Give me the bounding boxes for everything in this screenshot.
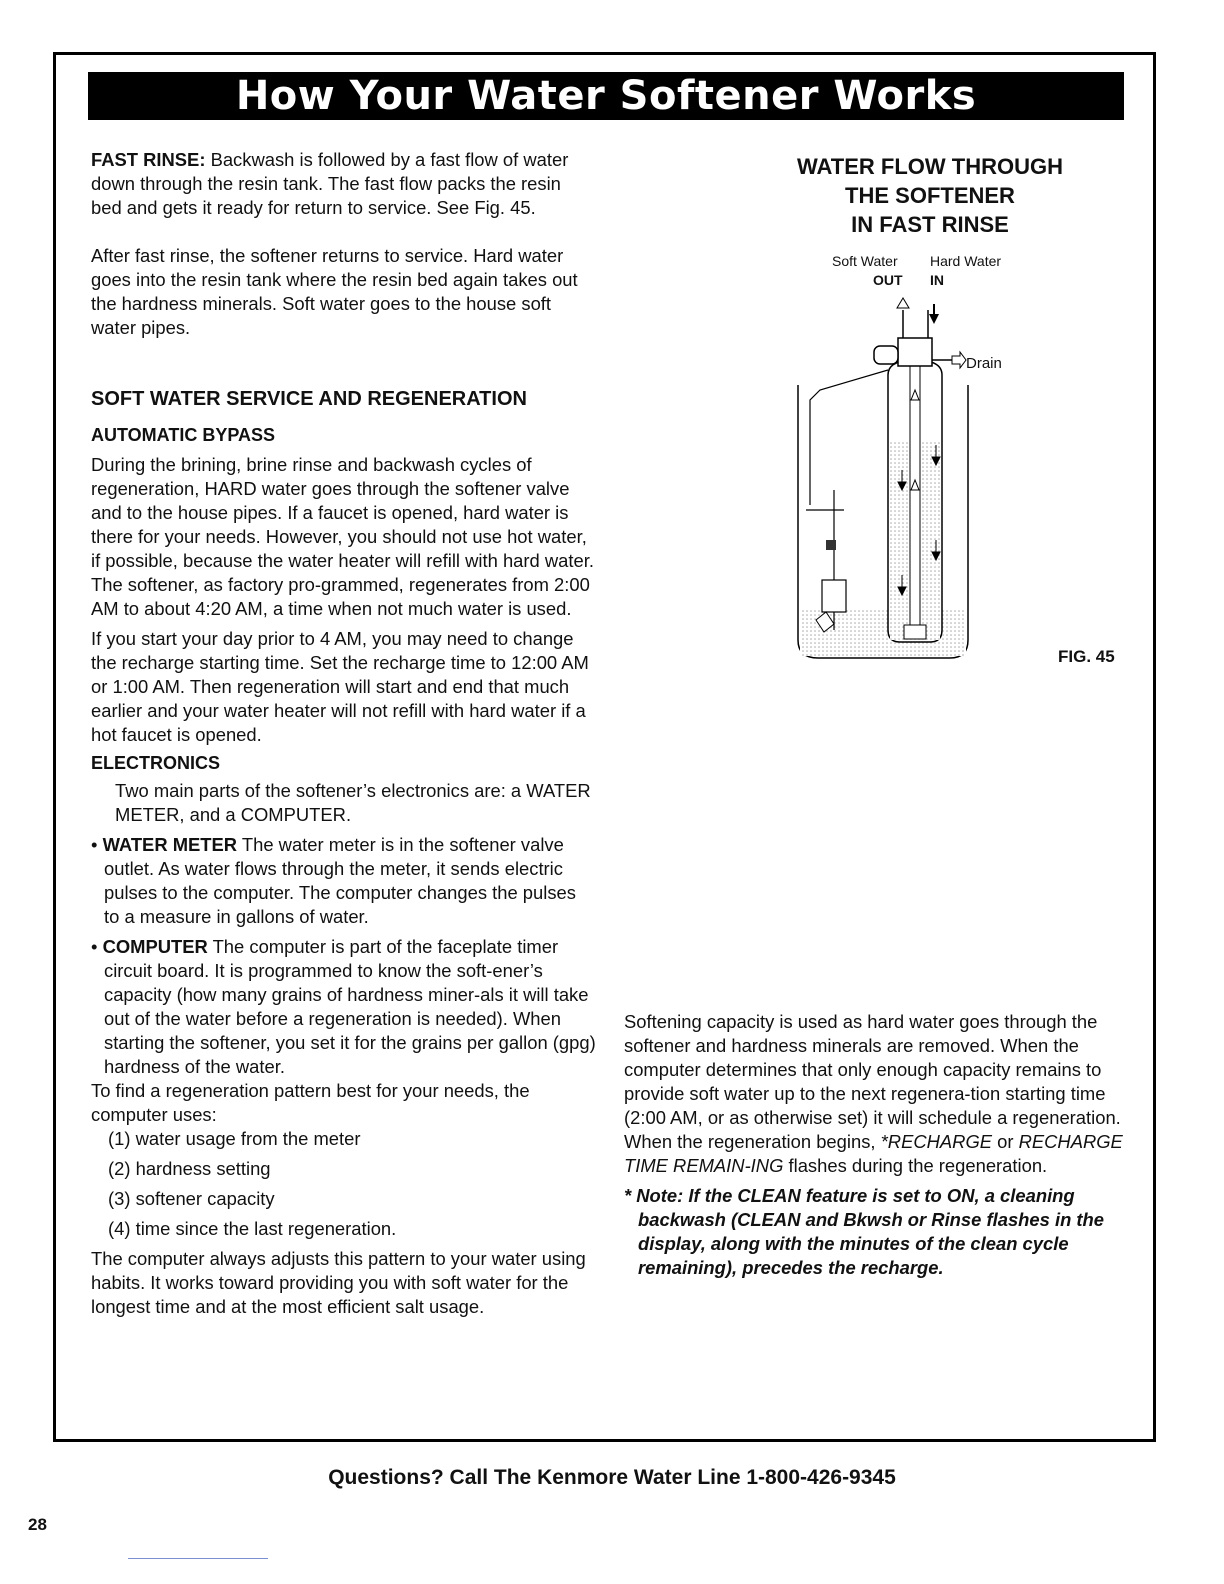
figure-heading-line: WATER FLOW THROUGH xyxy=(797,154,1063,179)
drain-label: Drain xyxy=(966,355,1002,372)
water-meter-label: WATER METER xyxy=(102,834,238,855)
figure-heading-line: IN FAST RINSE xyxy=(851,212,1009,237)
recharge-time-text: RECHARGE TIME REMAIN-ING xyxy=(624,1131,1123,1176)
water-meter-text: The water meter is in the softener valve outlet. As water flows through the meter, it sends electric pulses to the computer. The computer changes the pulses to a measure in gallons of water. xyxy=(104,834,576,927)
footer-hotline: Questions? Call The Kenmore Water Line 1-800-426-9345 xyxy=(328,1466,896,1489)
brine-valve xyxy=(822,580,846,612)
electronics-intro: Two main parts of the softener’s electronics are: a WATER METER, and a COMPUTER. xyxy=(115,780,591,825)
section-heading: SOFT WATER SERVICE AND REGENERATION xyxy=(91,388,527,410)
bypass-paragraph-1: During the brining, brine rinse and backwash cycles of regeneration, HARD water goes through the softener valve and to the house pipes. If a faucet is opened, hard water is there for your needs. However, you should not use hot water, if possible, because the water heater will refill with hard water. The softener, as factory pro-grammed, regenerates from 2:00 AM to about 4:20 AM, a time when not much water is used. xyxy=(91,454,594,619)
valve-motor xyxy=(874,346,898,364)
out-arrow-icon xyxy=(897,298,909,308)
bypass-heading: AUTOMATIC BYPASS xyxy=(91,425,276,445)
divider xyxy=(128,1558,268,1559)
recharge-text: *RECHARGE xyxy=(880,1131,993,1152)
computer-text: The computer is part of the faceplate timer circuit board. It is programmed to know the soft-ener’s capacity (how many grains of hardness miner-als it will take out of the water before a regeneration is needed). When starting the softener, you set it for the grains per gallon (gpg) hardness of the water. xyxy=(104,936,596,1077)
fast-rinse-text: Backwash is followed by a fast flow of water down through the resin tank. The fast flow packs the resin bed and gets it ready for return to service. See Fig. 45. xyxy=(91,149,569,218)
fast-rinse-label: FAST RINSE: xyxy=(91,149,206,170)
page-title: How Your Water Softener Works xyxy=(88,72,1124,120)
water-meter-item: • WATER METER The water meter is in the softener valve outlet. As water flows through the meter, it sends electric pulses to the computer. The computer changes the pulses to a measure in gallons of water. xyxy=(91,834,576,927)
bypass-paragraph-2: If you start your day prior to 4 AM, you may need to change the recharge starting time. Set the recharge time to 12:00 AM or 1:00 AM. Then regeneration will start and end that much earlier and your water heater will not refill with hard water if a hot faucet is opened. xyxy=(91,628,589,745)
out-label: OUT xyxy=(873,272,903,288)
computer-label: COMPUTER xyxy=(102,936,208,957)
hard-water-label: Hard Water xyxy=(930,253,1002,269)
closing-paragraph: The computer always adjusts this pattern to your water using habits. It works toward providing you with soft water for the longest time and at the most efficient salt usage. xyxy=(91,1248,586,1317)
in-arrow-icon xyxy=(929,304,939,324)
float-icon xyxy=(826,540,836,550)
softener-diagram xyxy=(790,290,990,670)
page-number: 28 xyxy=(28,1515,47,1534)
fast-rinse-paragraph xyxy=(91,148,596,220)
list-item: (4) time since the last regeneration. xyxy=(108,1218,397,1239)
list-item: (2) hardness setting xyxy=(108,1158,271,1179)
computer-item: • COMPUTER The computer is part of the faceplate timer circuit board. It is programmed to know the soft-ener’s capacity (how many grains of hardness miner-als it will take out of the water before a regeneration is needed). When starting the softener, you set it for the grains per gallon (gpg) hardness of the water. xyxy=(91,936,596,1077)
figure-heading-line: THE SOFTENER xyxy=(845,183,1015,208)
or-text: or xyxy=(992,1131,1019,1152)
figure-heading xyxy=(740,152,1120,239)
list-item: (3) softener capacity xyxy=(108,1188,275,1209)
list-item: (1) water usage from the meter xyxy=(108,1128,361,1149)
electronics-heading: ELECTRONICS xyxy=(91,753,221,773)
distributor xyxy=(904,625,926,639)
drain-arrow-icon xyxy=(952,352,966,368)
valve-head xyxy=(898,338,932,366)
capacity-text: Softening capacity is used as hard water goes through the softener and hardness minerals are removed. When the computer determines that only enough capacity remains to provide soft water up to the next regenera-tion starting time (2:00 AM, or as otherwise set) it will schedule a regeneration. When the regeneration begins, xyxy=(624,1011,1121,1152)
soft-water-label: Soft Water xyxy=(832,253,898,269)
after-rinse-paragraph: After fast rinse, the softener returns to service. Hard water goes into the resin tank where the resin bed again takes out the hardness minerals. Soft water goes to the house soft water pipes. xyxy=(91,245,578,338)
left-column xyxy=(91,148,596,1319)
right-column xyxy=(624,1010,1124,1280)
capacity-paragraph xyxy=(624,1010,1124,1178)
clean-note: * Note: If the CLEAN feature is set to ON, a cleaning backwash (CLEAN and Bkwsh or Rinse flashes in the display, along with the minutes of the clean cycle remaining), precedes the recharge. xyxy=(624,1185,1105,1278)
in-label: IN xyxy=(930,272,944,288)
capacity-text-end: flashes during the regeneration. xyxy=(783,1155,1048,1176)
figure-caption: FIG. 45 xyxy=(1058,647,1115,666)
brine-line xyxy=(810,370,888,505)
pattern-intro: To find a regeneration pattern best for your needs, the computer uses: xyxy=(91,1080,530,1125)
